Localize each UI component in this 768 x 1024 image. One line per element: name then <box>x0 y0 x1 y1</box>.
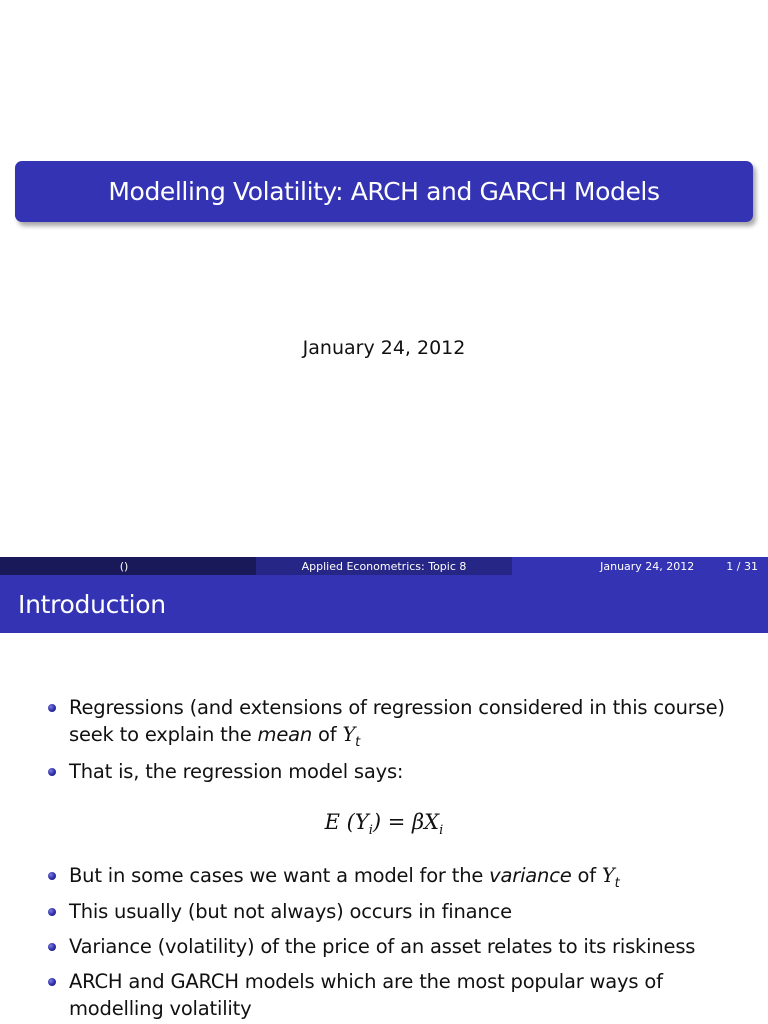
frame-title-bar <box>0 575 768 633</box>
bullet-text <box>69 694 749 756</box>
text-span: of <box>312 723 343 746</box>
regression-equation <box>0 810 768 838</box>
text-span: seek to explain the <box>69 723 258 746</box>
math-symbol: Y <box>601 864 615 887</box>
bullet-text <box>69 862 749 897</box>
bullet-text: This usually (but not always) occurs in finance <box>69 900 512 923</box>
presentation-title: Modelling Volatility: ARCH and GARCH Models <box>108 177 660 206</box>
title-box <box>15 161 753 222</box>
frame-title: Introduction <box>18 589 166 619</box>
equation-rhs: ) = βX <box>372 810 440 834</box>
emphasis-text: mean <box>257 723 313 746</box>
presentation-date: January 24, 2012 <box>302 337 466 359</box>
footer-author-cell <box>0 557 256 575</box>
footer-date: January 24, 2012 <box>600 559 695 573</box>
math-subscript: t <box>355 734 361 750</box>
footer-author: () <box>119 559 129 573</box>
bullet-icon <box>48 768 56 776</box>
math-subscript: i <box>368 823 373 839</box>
bullet-text: Variance (volatility) of the price of an asset relates to its riskiness <box>69 935 696 958</box>
bullet-icon <box>48 943 56 951</box>
footer-date-cell <box>512 557 768 575</box>
text-span: of <box>571 864 602 887</box>
equation-body <box>325 810 444 838</box>
math-subscript: i <box>439 823 444 839</box>
bullet-icon <box>48 978 56 986</box>
bullet-line: ARCH and GARCH models which are the most popular ways of <box>69 970 663 993</box>
text-span: But in some cases we want a model for the <box>69 864 490 887</box>
bullet-icon <box>48 872 56 880</box>
math-symbol: Y <box>342 723 356 746</box>
emphasis-text: variance <box>489 864 572 887</box>
bullet-line: Regressions (and extensions of regression considered in this course) <box>69 696 725 719</box>
bullet-line <box>69 721 749 756</box>
footer-page-number: 1 / 31 <box>726 559 758 573</box>
bullet-text: That is, the regression model says: <box>69 760 404 783</box>
footer-course-cell <box>256 557 512 575</box>
footer-course: Applied Econometrics: Topic 8 <box>301 559 467 573</box>
bullet-text <box>69 968 749 1022</box>
bullet-icon <box>48 908 56 916</box>
bullet-line: modelling volatility <box>69 997 252 1020</box>
slide-footer <box>0 557 768 575</box>
bullet-icon <box>48 704 56 712</box>
math-subscript: t <box>614 875 620 891</box>
equation-lhs: E (Y <box>324 810 369 834</box>
